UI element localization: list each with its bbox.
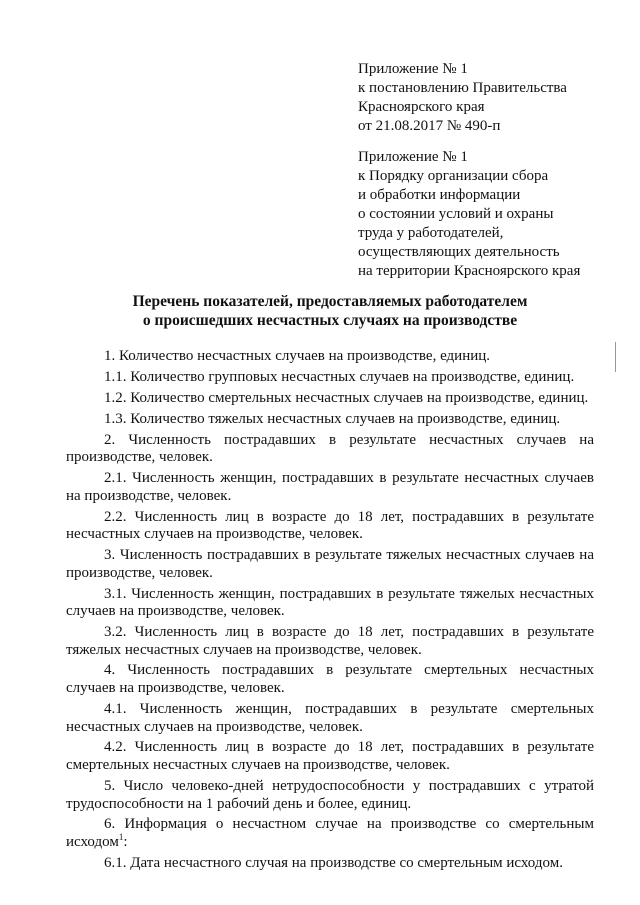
scan-artifact (615, 342, 616, 372)
list-item: 5. Число человеко-дней нетрудоспособности у пострадавших с утратой трудоспособности на 1 рабочий день и более, единиц. (66, 777, 594, 812)
appendix-header-resolution (358, 60, 567, 136)
appendix-line: труда у работодателей, (358, 225, 504, 241)
appendix-line: Приложение № 1 (358, 61, 468, 77)
appendix-line: к постановлению Правительства (358, 80, 567, 96)
list-item: 4.1. Численность женщин, пострадавших в результате смертельных несчастных случаев на производстве, человек. (66, 700, 594, 735)
appendix-line: и обработки информации (358, 187, 521, 203)
document-title (70, 292, 590, 330)
title-line: о происшедших несчастных случаях на производстве (142, 312, 518, 329)
appendix-line: от 21.08.2017 № 490-п (358, 118, 501, 134)
appendix-line: осуществляющих деятельность (358, 244, 560, 260)
appendix-line: о состоянии условий и охраны (358, 206, 554, 222)
list-item: 1.1. Количество групповых несчастных случаев на производстве, единиц. (104, 368, 575, 385)
list-item: 2.2. Численность лиц в возрасте до 18 лет, пострадавших в результате несчастных случаев на производстве, человек. (66, 508, 594, 543)
list-item: 1. Количество несчастных случаев на производстве, единиц. (104, 348, 491, 364)
list-item: 3.2. Численность лиц в возрасте до 18 лет, пострадавших в результате тяжелых несчастных случаев на производстве, человек. (66, 623, 594, 658)
list-item: 1.2. Количество смертельных несчастных случаев на производстве, единиц. (104, 389, 589, 406)
list-item-suffix: : (123, 834, 128, 850)
list-item: 4. Численность пострадавших в результате смертельных несчастных случаев на производстве, человек. (66, 662, 594, 697)
list-item-text: 6. Информация о несчастном случае на производстве со смертельным исходом (66, 816, 594, 850)
list-item (66, 816, 594, 851)
list-item: 4.2. Численность лиц в возрасте до 18 лет, пострадавших в результате смертельных несчастных случаев на производстве, человек. (66, 739, 594, 774)
list-item: 2. Численность пострадавших в результате несчастных случаев на производстве, человек. (66, 431, 594, 466)
footnote-mark: 1 (118, 832, 124, 842)
appendix-line: Красноярского края (358, 99, 485, 115)
list-item: 3.1. Численность женщин, пострадавших в результате тяжелых несчастных случаев на производстве, человек. (66, 585, 594, 620)
appendix-line: Приложение № 1 (358, 149, 468, 165)
title-line: Перечень показателей, предоставляемых работодателем (132, 293, 528, 310)
list-item: 3. Численность пострадавших в результате тяжелых несчастных случаев на производстве, человек. (66, 547, 594, 581)
list-item: 1.3. Количество тяжелых несчастных случаев на производстве, единиц. (104, 410, 561, 427)
list-item: 6.1. Дата несчастного случая на производстве со смертельным исходом. (104, 854, 563, 871)
appendix-line: к Порядку организации сбора (358, 168, 549, 184)
appendix-header-procedure (358, 148, 580, 281)
indicator-list (66, 348, 594, 876)
appendix-line: на территории Красноярского края (358, 263, 581, 279)
list-item: 2.1. Численность женщин, пострадавших в результате несчастных случаев на производстве, человек. (66, 470, 594, 504)
